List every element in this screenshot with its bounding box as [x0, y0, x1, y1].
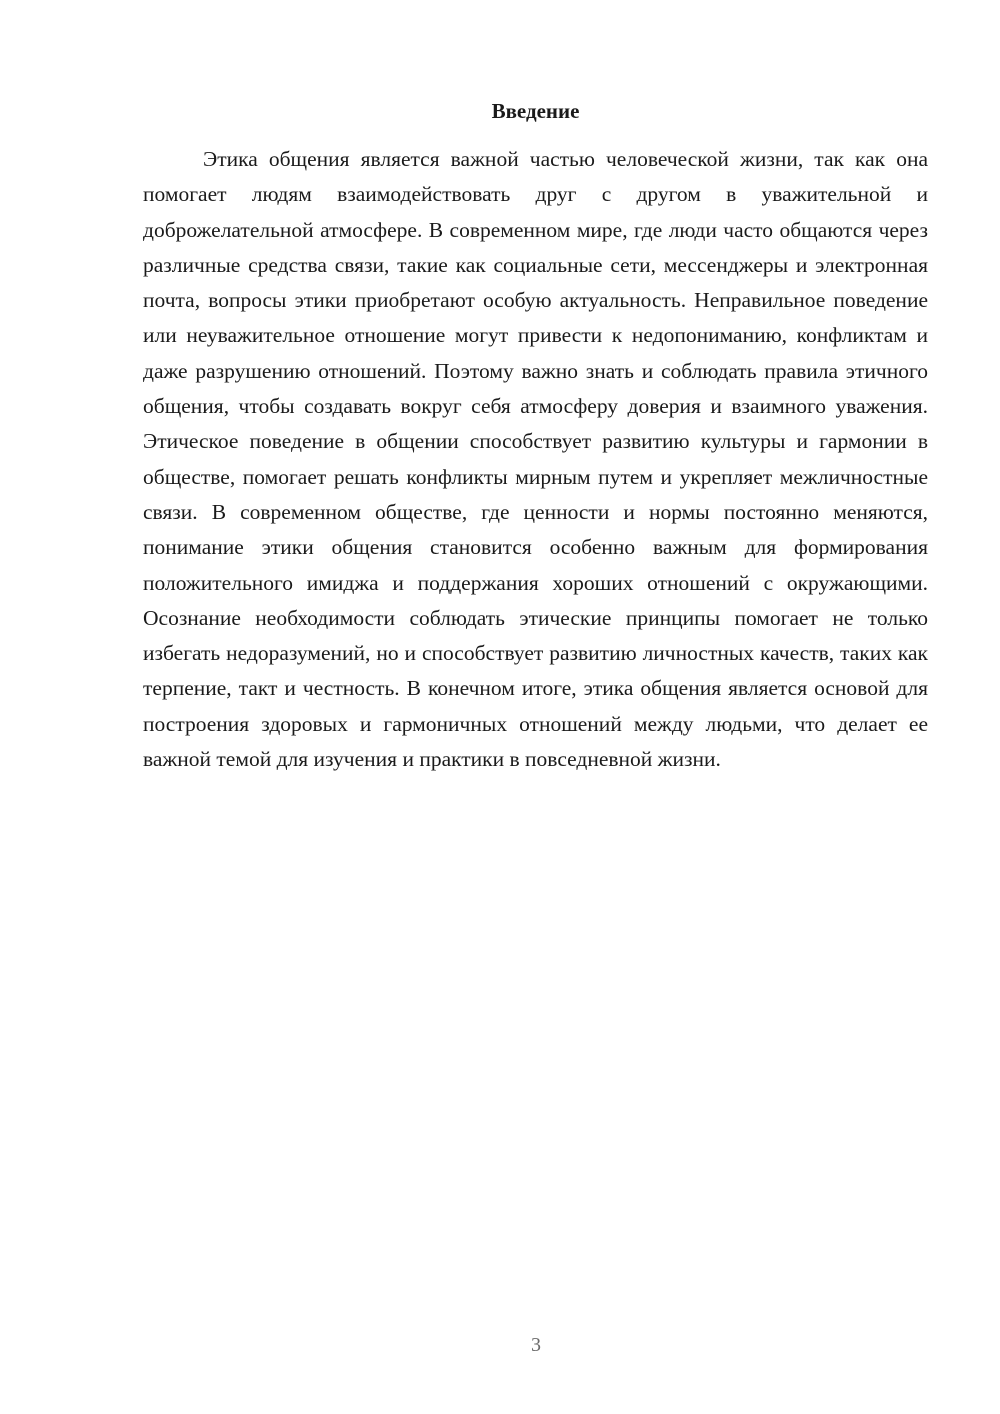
- body-paragraph: Этика общения является важной частью человеческой жизни, так как она помогает людям взаимодействовать друг с другом в уважительной и доброжелательной атмосфере. В современном мире, где люди часто общаются через различные средства связи, такие как социальные сети, мессенджеры и электронная почта, вопросы этики приобретают особую актуальность. Неправильное поведение или неуважительное отношение могут привести к недопониманию, конфликтам и даже разрушению отношений. Поэтому важно знать и соблюдать правила этичного общения, чтобы создавать вокруг себя атмосферу доверия и взаимного уважения. Этическое поведение в общении способствует развитию культуры и гармонии в обществе, помогает решать конфликты мирным путем и укрепляет межличностные связи. В современном обществе, где ценности и нормы постоянно меняются, понимание этики общения становится особенно важным для формирования положительного имиджа и поддержания хороших отношений с окружающими. Осознание необходимости соблюдать этические принципы помогает не только избегать недоразумений, но и способствует развитию личностных качеств, таких как терпение, такт и честность. В конечном итоге, этика общения является основой для построения здоровых и гармоничных отношений между людьми, что делает ее важной темой для изучения и практики в повседневной жизни.: [143, 147, 928, 772]
- page-number: 3: [531, 1334, 541, 1356]
- section-title: Введение: [491, 99, 580, 123]
